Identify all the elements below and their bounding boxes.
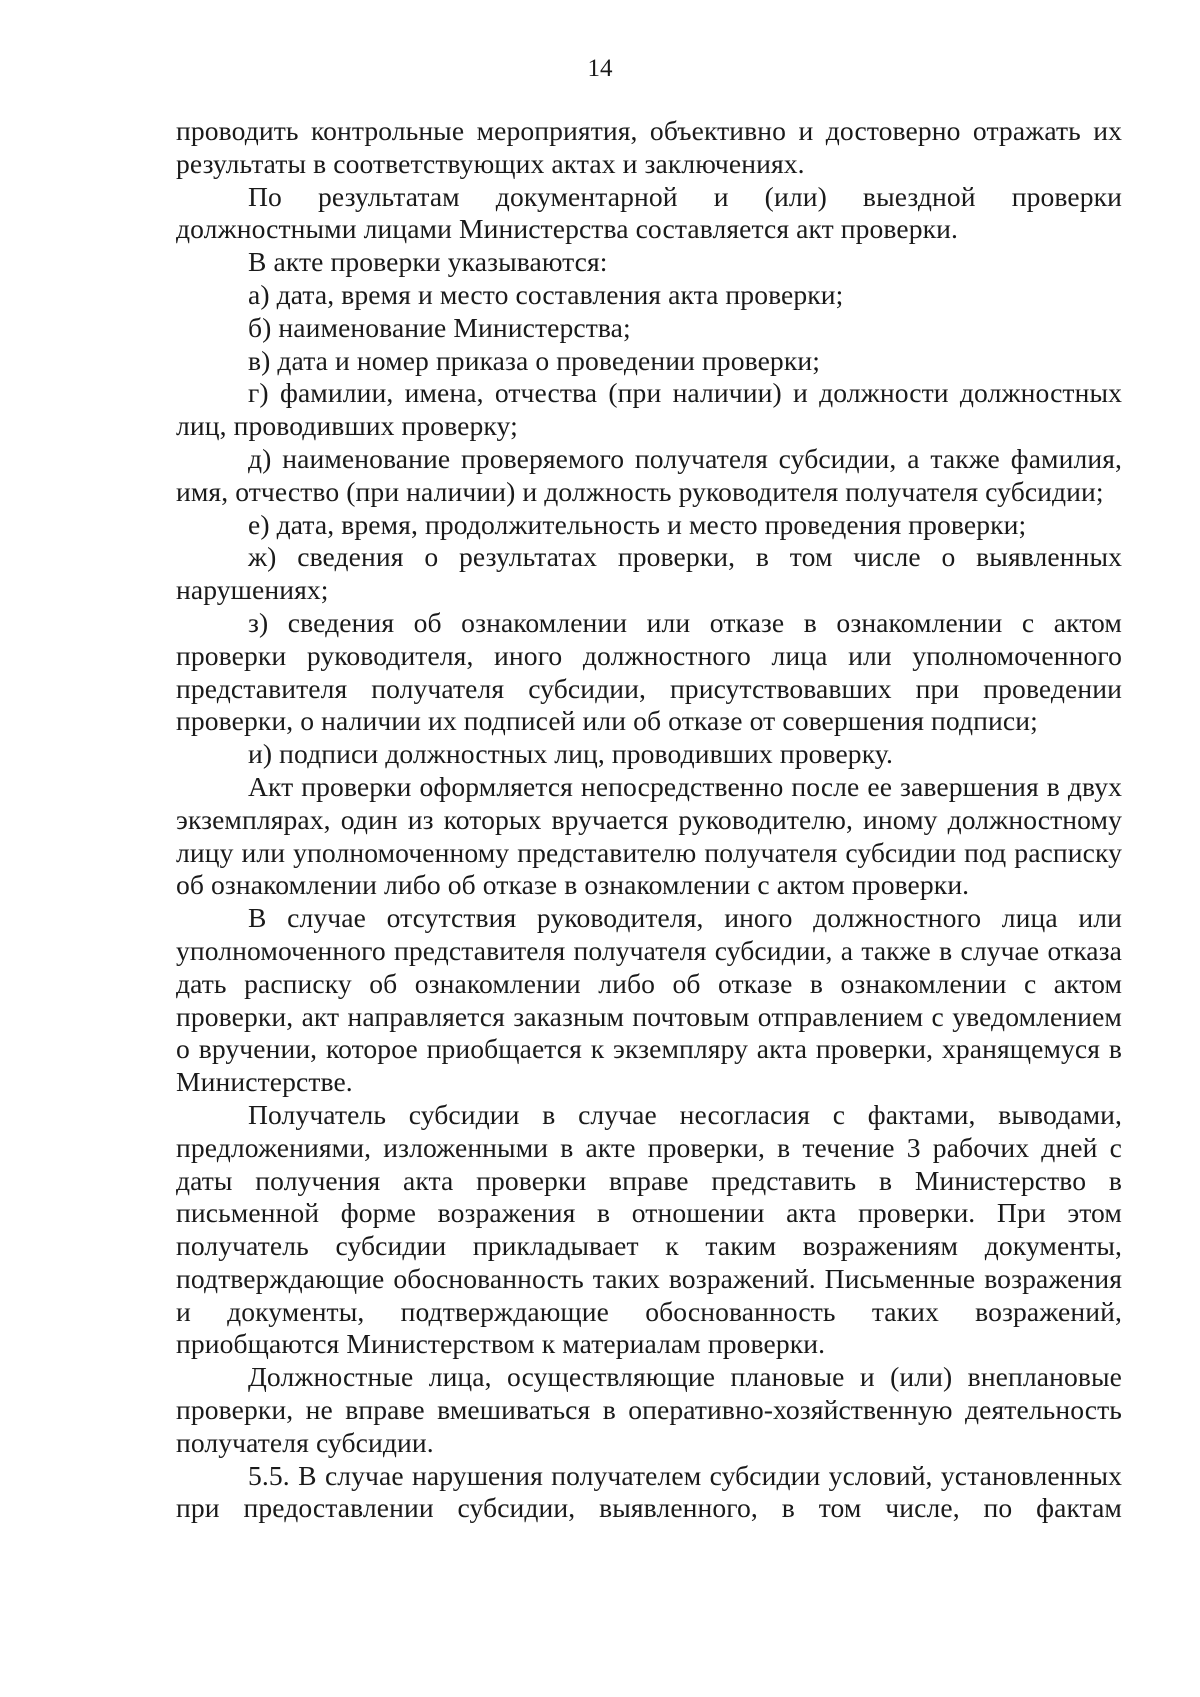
paragraph-section-5-5: 5.5. В случае нарушения получателем субсидии условий, установленных при предоставлении субсидии, выявленного, в том числе, по фактам <box>176 1459 1122 1524</box>
page-number: 14 <box>587 55 613 82</box>
paragraph-objections: Получатель субсидии в случае несогласия с фактами, выводами, предложениями, изложенными в акте проверки, в течение 3 рабочих дней с даты получения акта проверки вправе представить в Министерство в письменной форме возражения в отношении акта проверки. При этом получатель субсидии прикладывает к таким возражениям документы, подтверждающие обоснованность таких возражений. Письменные возражения и документы, подтверждающие обоснованность таких возражений, приобщаются Министерством к материалам проверки. <box>176 1098 1122 1360</box>
paragraph-act-execution: Акт проверки оформляется непосредственно после ее завершения в двух экземплярах, один из которых вручается руководителю, иному должностному лицу или уполномоченному представителю получателя субсидии под расписку об ознакомлении либо об отказе в ознакомлении с актом проверки. <box>176 770 1122 901</box>
list-item-b: б) наименование Министерства; <box>248 311 631 343</box>
list-item-e: е) дата, время, продолжительность и место проведения проверки; <box>248 508 1027 540</box>
list-item-d: д) наименование проверяемого получателя субсидии, а также фамилия, имя, отчество (при наличии) и должность руководителя получателя субсидии; <box>176 442 1122 507</box>
paragraph-act-drawn-up: По результатам документарной и (или) выездной проверки должностными лицами Министерства составляется акт проверки. <box>176 180 1122 245</box>
list-item-v: в) дата и номер приказа о проведении проверки; <box>248 344 820 376</box>
paragraph-act-contents-intro: В акте проверки указываются: <box>248 246 608 278</box>
paragraph-act-mailing: В случае отсутствия руководителя, иного должностного лица или уполномоченного представителя получателя субсидии, а также в случае отказа дать расписку об ознакомлении либо об отказе в ознакомлении с актом проверки, акт направляется заказным почтовым отправлением с уведомлением о вручении, которое приобщается к экземпляру акта проверки, хранящемуся в Министерстве. <box>176 902 1122 1098</box>
paragraph-continuation: проводить контрольные мероприятия, объективно и достоверно отражать их результаты в соответствующих актах и заключениях. <box>176 115 1122 179</box>
list-item-z: з) сведения об ознакомлении или отказе в ознакомлении с актом проверки руководителя, иного должностного лица или уполномоченного представителя получателя субсидии, присутствовавших при проведении проверки, о наличии их подписей или об отказе от совершения подписи; <box>176 606 1122 737</box>
document-body <box>176 115 1122 1525</box>
list-item-i: и) подписи должностных лиц, проводивших проверку. <box>248 738 893 770</box>
paragraph-officials-restriction: Должностные лица, осуществляющие плановые и (или) внеплановые проверки, не вправе вмешиваться в оперативно-хозяйственную деятельность получателя субсидии. <box>176 1361 1122 1458</box>
list-item-zh: ж) сведения о результатах проверки, в том числе о выявленных нарушениях; <box>176 541 1122 606</box>
list-item-g: г) фамилии, имена, отчества (при наличии) и должности должностных лиц, проводивших проверку; <box>176 377 1122 442</box>
list-item-a: а) дата, время и место составления акта проверки; <box>248 278 844 310</box>
